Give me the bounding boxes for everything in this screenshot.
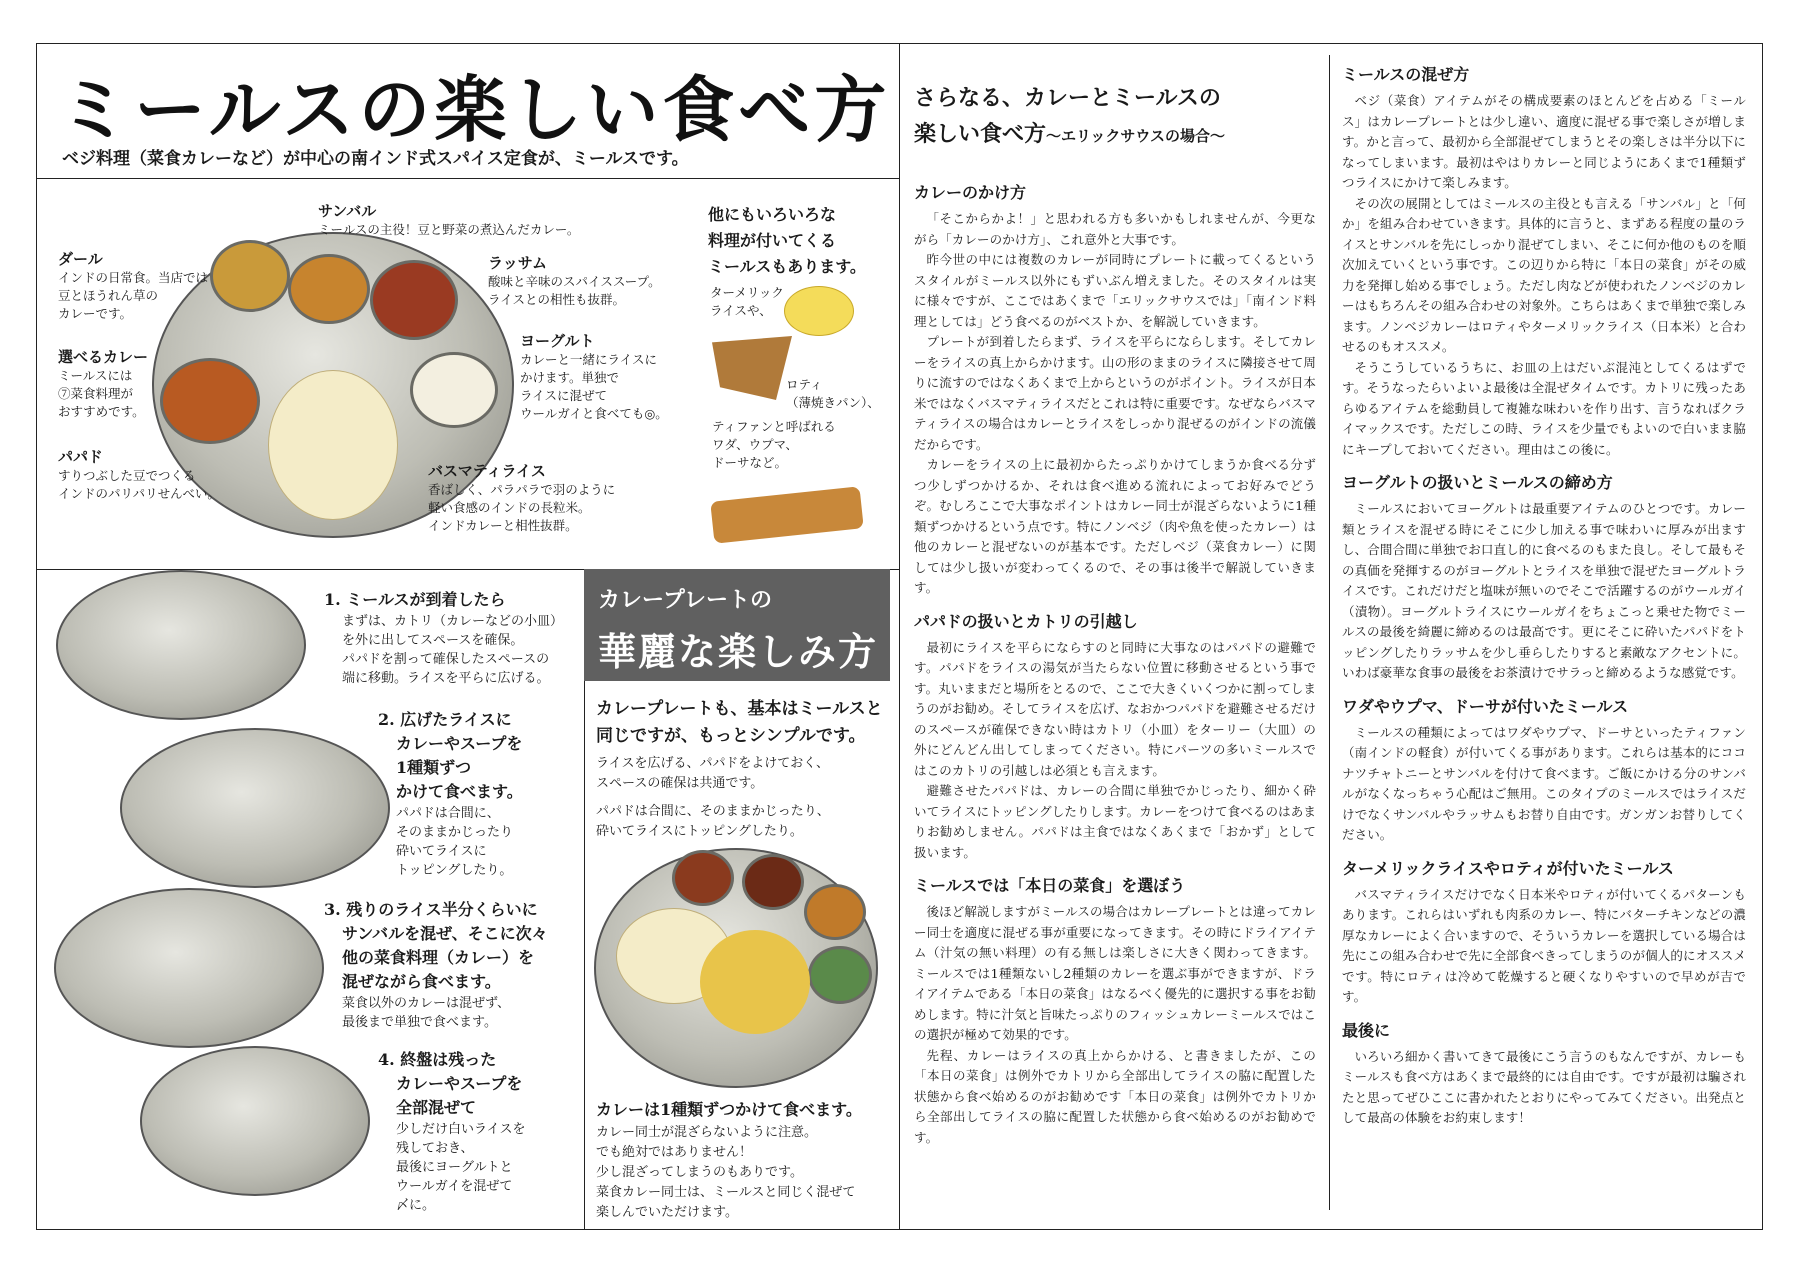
turmeric-rice-illustration [784, 286, 854, 336]
section-heading: ターメリックライスやロティが付いたミールス [1342, 858, 1674, 878]
curry-plate-bottom-line: 少し混ざってしまうのもありです。 [596, 1165, 803, 1180]
step-2-title-line: 2. 広げたライスに [378, 710, 512, 729]
section-paragraph: その次の展開としてはミールスの主役とも言える「サンバル」と「何か」を組み合わせていきます。具体的に言うと、まずある程度の量のライスとサンバルを先にしっかり混ぜてしまい、そこに何か他のものを順次加えていくという事です。この辺りから特に「本日の菜食」がその威力を発揮し始める事でしょう。ただし肉などが使われたノンベジのカレーはもちろんその組み合わせの対象外。こちらはあくまで単独で楽しみます。ノンベジカレーはロティやターメリックライス（日本米）と合わせるのもオススメ。 [1342, 195, 1746, 354]
rasam-desc-line: ライスとの相性も抜群。 [488, 292, 626, 307]
article-title-line2: 楽しい食べ方 [914, 121, 1047, 147]
step-2-desc-line: そのままかじったり [396, 825, 514, 840]
basmati-label: バスマティライス [428, 462, 546, 480]
yogurt-bowl [410, 352, 498, 428]
tiffin-line: ワダ、ウプマ、 [712, 437, 798, 452]
other-dishes-heading-line: 他にもいろいろな [708, 205, 837, 224]
curry-desc-line: ミールスには [58, 368, 133, 383]
dal-annotation [58, 248, 208, 323]
step-3 [324, 898, 548, 1032]
section-heading: パパドの扱いとカトリの引越し [914, 611, 1138, 631]
yogurt-desc-line: ウールガイと食べても◎。 [520, 406, 668, 421]
section-paragraph: ミールスの種類によってはワダやウプマ、ドーサといったティファン（南インドの軽食）が付いてくる事があります。これらは基本的にココナツチャトニーとサンバルを付けて食べます。ご飯にかける分のサンバルがなくなっちゃう心配はご無用。このタイプのミールスではライスだけでなくサンバルやラッサムもお替り自由です。ガンガンお替りしてください。 [1342, 724, 1746, 842]
sambar-label: サンバル [318, 202, 377, 220]
section-finally [1342, 1018, 1746, 1129]
curry-bowl [160, 358, 260, 444]
papad-desc-line: インドのパリパリせんべい。 [58, 486, 220, 501]
page-subtitle: ベジ料理（菜食カレーなど）が中心の南インド式スパイス定食が、ミールスです。 [62, 149, 689, 169]
curry-plate-intro [596, 696, 883, 842]
roti-label [786, 376, 880, 412]
section-paragraph: 後ほど解説しますがミールスの場合はカレープレートとは違ってカレー同士を適度に混ぜる事が重要になってきます。その時にドライアイテム（汁気の無い料理）の有る無しは楽しさに大きく関わってきます。ミールスでは1種類ないし2種類のカレーを選ぶ事ができますが、ドライアイテムである「本日の菜食」はなるべく優先的に選択する事をお勧めします。特に汁気と旨味たっぷりのフィッシュカレーミールスではこの選択が極めて効果的です。 [914, 904, 1316, 1042]
section-paragraph: バスマティライスだけでなく日本米やロティが付いてくるパターンもあります。これらはいずれも肉系のカレー、特にバターチキンなどの濃厚なカレーによく合いますので、そういうカレーを選択している場合は先にこの組み合わせで先に全部食べきってしまうのが個人的にオススメです。特にロティは冷めて乾燥すると硬くなりやすいので早めが吉です。 [1342, 886, 1746, 1004]
banner-small-text: カレープレートの [598, 587, 773, 613]
step-1 [324, 588, 563, 688]
section-paragraph: 最初にライスを平らにならすのと同時に大事なのはパパドの避難です。パパドをライスの湯気が当たらない位置に移動させるという事です。丸いままだと場所をとるので、ここで大きくいくつかに割ってしまうのがお勧め。そしてライスを広げ、なおかつパパドを避難させるだけのスペースが確保できない時はカトリ（小皿）をターリー（大皿）の外にどんどん出してしまってください。特にパーツの多いミールスではこのカトリの引越しは必須とも言えます。 [914, 639, 1316, 778]
step-3-desc-line: 最後まで単独で食べます。 [342, 1015, 497, 1030]
step-3-desc-line: 菜食以外のカレーは混ぜず、 [342, 996, 510, 1011]
step2-illustration [120, 728, 390, 888]
roti-line: ロティ [786, 377, 823, 392]
step-4-title-line: カレーやスープを [396, 1074, 523, 1093]
step-3-title-line: 他の菜食料理（カレー）を [342, 948, 535, 967]
basmati-desc-line: インドカレーと相性抜群。 [428, 518, 578, 533]
sambar-annotation [318, 200, 579, 239]
curry-plate-intro-heading: 同じですが、もっとシンプルです。 [596, 726, 866, 746]
rasam-annotation [488, 252, 661, 309]
step-3-title-line: 3. 残りのライス半分くらいに [324, 900, 538, 919]
section-heading: ヨーグルトの扱いとミールスの締め方 [1342, 473, 1613, 492]
other-dishes-heading-line: 料理が付いてくる [708, 231, 837, 250]
turmeric-rice-label [710, 284, 784, 320]
curry-plate-rice [700, 930, 810, 1034]
step-4-desc-line: 少しだけ白いライスを [396, 1122, 526, 1137]
section-paragraph: 避難させたパパドは、カレーの合間に単独でかじったり、細かく砕いてライスにトッピングしたりします。カレーをつけて食べるのはあまりお勧めしません。パパドは主食ではなくあくまで「おかず」として扱います。 [914, 783, 1316, 860]
dal-desc-line: インドの日常食。当店では [58, 270, 209, 285]
section-mixing [1342, 62, 1746, 460]
curry-plate-bottom [596, 1096, 862, 1223]
step-4-title-line: 全部混ぜて [396, 1098, 477, 1117]
rasam-label: ラッサム [488, 254, 547, 272]
column-divider-article [1329, 55, 1330, 1210]
step4-illustration [140, 1046, 370, 1196]
dal-bowl [210, 240, 290, 312]
basmati-desc-line: 軽い食感のインドの長粒米。 [428, 500, 591, 515]
curry-plate-intro-heading: カレープレートも、基本はミールスと [596, 699, 883, 719]
section-paragraph: カレーをライスの上に最初からたっぷりかけてしまうか食べる分ずつ少しずつかけるか、それは食べ進める流れによってお好みでどうぞ。むしろここで大事なポイントはカレー同士が混ざらないように1種類ずつかけるという点です。特にノンベジ（肉や魚を使ったカレー）は他のカレーと混ぜないのが基本です。ただしベジ（菜食カレー）に関しては少し扱いが変わってくるので、その事は後半で解説していきます。 [914, 457, 1316, 595]
article-column-2 [1342, 62, 1746, 1129]
step-4-desc-line: 残しておき、 [396, 1141, 474, 1156]
article-title-line1: さらなる、カレーとミールスの [914, 85, 1221, 111]
papad-desc-line: すりつぶした豆でつくる [58, 468, 196, 483]
basmati-annotation [428, 460, 615, 535]
section-turmeric-roti [1342, 856, 1746, 1008]
curry-plate-intro-line: ライスを広げる、パパドをよけておく、 [596, 756, 829, 771]
tiffin-label [712, 418, 836, 472]
curry-annotation [58, 346, 148, 421]
step-4-desc-line: ウールガイを混ぜて [396, 1179, 513, 1194]
curry-plate-bottom-line: 菜食カレー同士は、ミールスと同じく混ぜて [596, 1185, 856, 1200]
banner-large-text: 華麗な楽しみ方 [598, 629, 879, 674]
step-1-desc-line: まずは、カトリ（カレーなどの小皿） [342, 614, 564, 629]
section-paragraph: 「そこからかよ！」と思われる方も多いかもしれませんが、今更ながら「カレーのかけ方」、これ意外と大事です。 [914, 211, 1316, 247]
curry-plate-intro-line: スペースの確保は共通です。 [596, 776, 764, 791]
section-paragraph: ミールスにおいてヨーグルトは最重要アイテムのひとつです。カレー類とライスを混ぜる時にそこに少し加える事で味わいに厚みが出ますし、合間合間に単独でお口直し的に食べるのもまた良し。そして最もその真価を発揮するのがヨーグルトとライスを単独で混ぜたヨーグルトライスです。これだけだと塩味が無いのでそこで活躍するのがウールガイ（漬物）。ヨーグルトライスにウールガイをちょこっと乗せた物でミールスの最後を綺麗に締めるのは最高です。更にそこに砕いたパパドをトッピングしたりラッサムを少し垂らしたりすると素敵なアクセントに。いわば豪華な食事の最後をお茶漬けでサラっと締めるような感覚です。 [1342, 501, 1746, 680]
column-divider-main [899, 43, 900, 1230]
curry-plate-intro-line: 砕いてライスにトッピングしたり。 [596, 824, 803, 839]
section-heading: カレーのかけ方 [914, 183, 1027, 202]
roti-line: （薄焼きパン）、 [786, 395, 880, 410]
yogurt-label: ヨーグルト [520, 332, 595, 350]
step-3-title-line: サンバルを混ぜ、そこに次々 [342, 924, 548, 943]
curry-plate-bowl [672, 850, 734, 906]
papad-label: パパド [58, 448, 103, 466]
step-2-title-line: 1種類ずつ [396, 758, 472, 777]
step-4 [378, 1048, 525, 1215]
section-heading: 最後に [1342, 1020, 1391, 1040]
article-title [914, 80, 1225, 154]
yogurt-desc-line: ライスに混ぜて [520, 388, 608, 403]
step-2-desc-line: 砕いてライスに [396, 844, 487, 859]
curry-label: 選べるカレー [58, 348, 149, 366]
sambar-desc: ミールスの主役！豆と野菜の煮込んだカレー。 [318, 222, 580, 237]
dal-desc-line: カレーです。 [58, 306, 133, 321]
article-column-1 [914, 180, 1316, 1148]
curry-desc-line: おすすめです。 [58, 404, 145, 419]
section-tiffin [1342, 694, 1746, 846]
papad [268, 370, 398, 520]
curry-plate-bowl [808, 946, 872, 1004]
yogurt-desc-line: カレーと一緒にライスに [520, 352, 658, 367]
step-1-title: 1. ミールスが到着したら [324, 590, 506, 609]
basmati-desc-line: 香ばしく、パラパラで羽のように [428, 482, 616, 497]
section-curry-pouring [914, 180, 1316, 599]
section-paragraph: ベジ（菜食）アイテムがその構成要素のほとんどを占める「ミールス」はカレープレートとは少し違い、適度に混ぜる事で楽しさが増します。かと言って、最初から全部混ぜてしまうとその楽しさは半分以下になってしまいます。最初はやはりカレーと同じようにあくまで1種類ずつライスにかけて楽しみます。 [1342, 93, 1746, 190]
curry-plate-bowl [804, 884, 866, 940]
step-1-desc-line: を外に出してスペースを確保。 [342, 633, 524, 648]
section-heading: ミールスでは「本日の菜食」を選ぼう [914, 876, 1186, 895]
dal-label: ダール [58, 250, 103, 268]
yogurt-annotation [520, 330, 668, 423]
step1-illustration [56, 570, 306, 720]
dal-desc-line: 豆とほうれん草の [58, 288, 159, 303]
step-3-title-line: 混ぜながら食べます。 [342, 972, 501, 991]
section-todays-veg [914, 873, 1316, 1148]
section-heading: ワダやウプマ、ドーサが付いたミールス [1342, 696, 1629, 716]
tiffin-line: ティファンと呼ばれる [712, 419, 836, 434]
section-heading: ミールスの混ぜ方 [1342, 65, 1470, 84]
step-2-title-line: かけて食べます。 [396, 782, 523, 801]
rasam-desc-line: 酸味と辛味のスパイススープ。 [488, 274, 661, 289]
section-paragraph: いろいろ細かく書いてきて最後にこう言うのもなんですが、カレーもミールスも食べ方はあくまで最終的には自由です。ですが最初は騙されたと思ってぜひここに書かれたとおりにやってみてください。出発点として最高の体験をお約束します！ [1342, 1048, 1746, 1125]
section-paragraph: 昨今世の中には複数のカレーが同時にプレートに載ってくるというスタイルがミールス以外にもずいぶん増えました。そのスタイルは実に様々ですが、ここではあくまで「エリックサウスでは」「南インド料理としては」どう食べるのがベストか、を解説していきます。 [914, 252, 1316, 329]
rasam-bowl [370, 260, 458, 340]
step-1-desc-line: パパドを割って確保したスペースの [342, 652, 550, 667]
curry-plate-banner [584, 569, 890, 681]
page-title: ミールスの楽しい食べ方 [58, 67, 891, 152]
step-4-desc-line: 〆に。 [396, 1198, 436, 1213]
section-yogurt [1342, 470, 1746, 684]
papad-annotation [58, 446, 220, 503]
turmeric-rice-line: ターメリック [710, 285, 784, 300]
curry-plate-bottom-line: カレー同士が混ざらないように注意。 [596, 1125, 818, 1140]
curry-plate-bottom-line: でも絶対ではありません！ [596, 1145, 753, 1160]
title-divider [36, 178, 899, 179]
curry-desc-line: ⑦菜食料理が [58, 386, 134, 401]
other-dishes-heading [708, 202, 866, 280]
curry-plate-intro-line: パパドは合間に、そのままかじったり、 [596, 804, 830, 819]
step-2-desc-line: パパドは合間に、 [396, 806, 500, 821]
step-2 [378, 708, 523, 880]
step-2-desc-line: トッピングしたり。 [396, 863, 513, 878]
step3-illustration [54, 888, 324, 1048]
section-paragraph: プレートが到着したらまず、ライスを平らにならします。そしてカレーをライスの真上からかけます。山の形のままのライスに隣接させて周りに流すのではなくあくまで上からというのがポイント。ライスが日本米ではなくバスマティライスだとこれは特に重要です。なぜならバスマティライスの場合はカレーとライスをしっかり混ぜるのがインドの流儀だからです。 [914, 334, 1316, 452]
turmeric-rice-line: ライスや、 [710, 303, 772, 318]
other-dishes-heading-line: ミールスもあります。 [708, 257, 866, 276]
yogurt-desc-line: かけます。単独で [520, 370, 620, 385]
curry-plate-bottom-line: 楽しんでいただけます。 [596, 1205, 738, 1220]
sambar-bowl [288, 254, 370, 324]
step-2-title-line: カレーやスープを [396, 734, 523, 753]
section-paragraph: 先程、カレーはライスの真上からかける、と書きましたが、この「本日の菜食」は例外でカトリから全部出してライスの脇に配置した状態から食べ始めるのがお勧めです「本日の菜食」は例外でカトリから全部出してライスの脇に配置した状態から食べ始めるのがお勧めです。 [914, 1047, 1316, 1145]
step-4-desc-line: 最後にヨーグルトと [396, 1160, 513, 1175]
section-papad [914, 609, 1316, 864]
step-4-title-line: 4. 終盤は残った [378, 1050, 497, 1069]
curry-plate-bowl [742, 854, 804, 910]
article-title-suffix: 〜エリックサウスの場合〜 [1046, 127, 1225, 145]
curry-plate-bottom-heading: カレーは1種類ずつかけて食べます。 [596, 1100, 862, 1119]
tiffin-line: ドーサなど。 [712, 455, 788, 470]
step-1-desc-line: 端に移動。ライスを平らに広げる。 [342, 671, 550, 686]
section-paragraph: そうこうしているうちに、お皿の上はだいぶ混沌としてくるはずです。そうなったらいよいよ最後は全混ぜタイムです。カトリに残ったあらゆるアイテムを総動員して複雑な味わいを作り出す、言うなればクライマックスです。ただしこの時、ライスを少量でもよいので白いまま脇にキープしておいてください。理由はこの後に。 [1342, 359, 1746, 457]
